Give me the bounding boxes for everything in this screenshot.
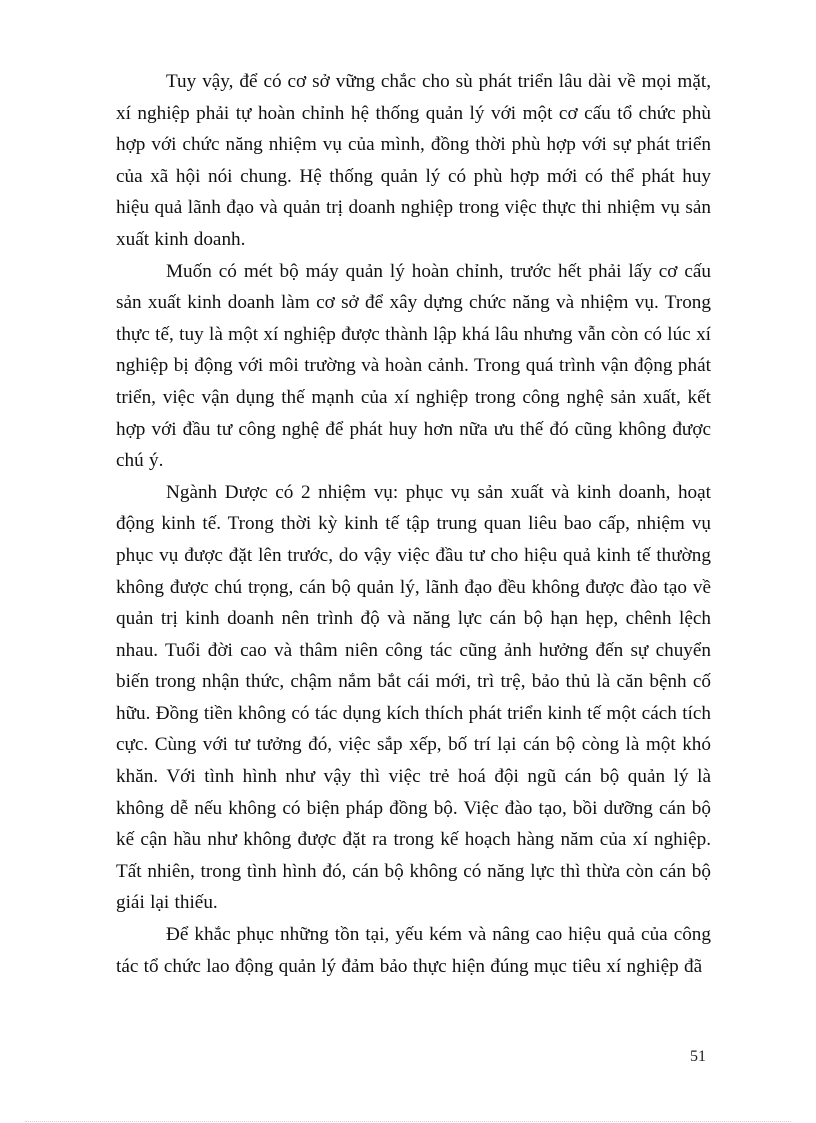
paragraph-pharma-industry: Ngành Dược có 2 nhiệm vụ: phục vụ sản xuất và kinh doanh, hoạt động kinh tế. Trong thời kỳ kinh tế tập trung quan liêu bao cấp, nhiệm vụ phục vụ được đặt lên trước, do vậy việc đầu tư cho hiệu quả kinh tế thường không được chú trọng, cán bộ quản lý, lãnh đạo đều không được đào tạo về quản trị kinh doanh nên trình độ và năng lực cán bộ hạn hẹp, chênh lệch nhau. Tuổi đời cao và thâm niên công tác cũng ảnh hưởng đến sự chuyển biến trong nhận thức, chậm nắm bắt cái mới, trì trệ, bảo thủ là căn bệnh cố hữu. Đồng tiền không có tác dụng kích thích phát triển kinh tế một cách tích cực. Cùng với tư tưởng đó, việc sắp xếp, bố trí lại cán bộ còng là một khó khăn. Với tình hình như vậy thì việc trẻ hoá đội ngũ cán bộ quản lý là không dễ nếu không có biện pháp đồng bộ. Việc đào tạo, bồi dưỡng cán bộ kế cận hầu như không được đặt ra trong kế hoạch hàng năm của xí nghiệp. Tất nhiên, trong tình hình đó, cán bộ không có năng lực thì thừa còn cán bộ giái lại thiếu.	[116, 481, 711, 914]
paragraph-foundation: Tuy vậy, để có cơ sở vững chắc cho sù phát triển lâu dài về mọi mặt, xí nghiệp phải tự hoàn chỉnh hệ thống quản lý với một cơ cấu tổ chức phù hợp với chức năng nhiệm vụ của mình, đồng thời phù hợp với sự phát triển của xã hội nói chung. Hệ thống quản lý có phù hợp mới có thể phát huy hiệu quả lãnh đạo và quản trị doanh nghiệp trong việc thực thi nhiệm vụ sản xuất kinh doanh.	[116, 71, 711, 250]
paragraph-improvement: Để khắc phục những tồn tại, yếu kém và nâng cao hiệu quả của công tác tổ chức lao động quản lý đảm bảo thực hiện đúng mục tiêu xí nghiệp đã	[116, 924, 711, 977]
page-bottom-border	[25, 1121, 791, 1122]
paragraph-management-apparatus: Muốn có mét bộ máy quản lý hoàn chỉnh, trước hết phải lấy cơ cấu sản xuất kinh doanh làm cơ sở để xây dựng chức năng và nhiệm vụ. Trong thực tế, tuy là một xí nghiệp được thành lập khá lâu nhưng vẫn còn có lúc xí nghiệp bị động với môi trường và hoàn cảnh. Trong quá trình vận động phát triển, việc vận dụng thế mạnh của xí nghiệp trong công nghệ sản xuất, kết hợp với đầu tư công nghệ để phát huy hơn nữa ưu thế đó cũng không được chú ý.	[116, 260, 711, 472]
page-number: 51	[690, 1048, 706, 1065]
document-body	[116, 66, 711, 982]
